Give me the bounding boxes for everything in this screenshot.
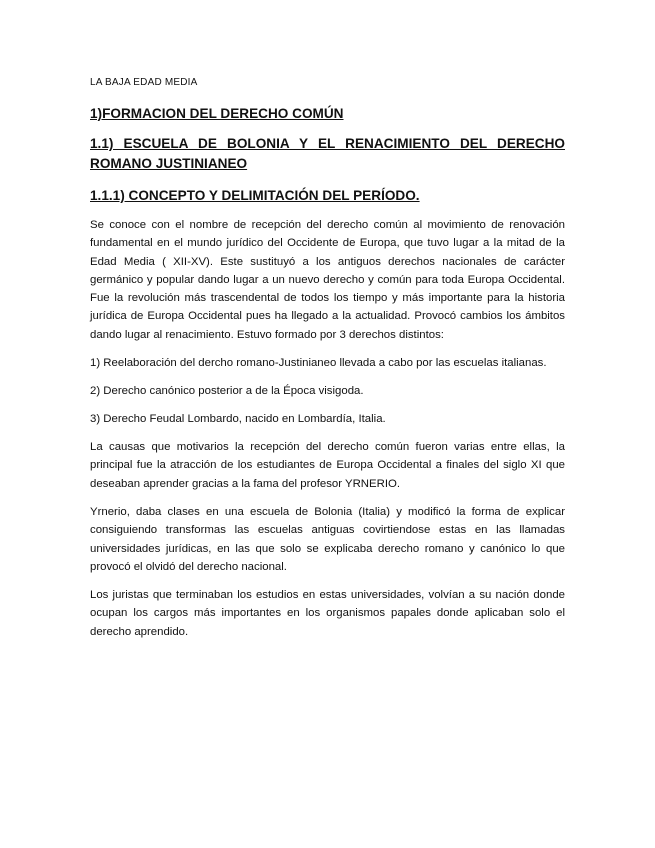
document-header: LA BAJA EDAD MEDIA bbox=[90, 77, 198, 88]
paragraph-yrnerio: Yrnerio, daba clases en una escuela de Bolonia (Italia) y modificó la forma de explicar consiguiendo transformas las escuelas antiguas covirtiendose estas en las llamadas universidades jurídicas, en las que solo se explicaba derecho romano y canónico lo que provocó el olvidó del derecho nacional. bbox=[90, 505, 565, 573]
section-heading-1: 1)FORMACION DEL DERECHO COMÚN bbox=[90, 106, 344, 121]
section-heading-1-1: 1.1) ESCUELA DE BOLONIA Y EL RENACIMIENTO DEL DERECHO ROMANO JUSTINIANEO bbox=[90, 136, 565, 171]
list-item-3: 3) Derecho Feudal Lombardo, nacido en Lombardía, Italia. bbox=[90, 413, 386, 426]
paragraph-jurists: Los juristas que terminaban los estudios en estas universidades, volvían a su nación donde ocupan los cargos más importantes en los organismos papales donde aplicaban solo el derecho aprendido. bbox=[90, 589, 565, 638]
list-item-1: 1) Reelaboración del dercho romano-Justinianeo llevada a cabo por las escuelas italianas. bbox=[90, 357, 547, 370]
paragraph-intro: Se conoce con el nombre de recepción del derecho común al movimiento de renovación fundamental en el mundo jurídico del Occidente de Europa, que tuvo lugar a la mitad de la Edad Media ( XII-XV). Este sustituyó a los antiguos derechos nacionales de carácter germánico y popular dando lugar a un nuevo derecho y común para toda Europa Occidental. Fue la revolución más trascendental de todos los tiempo y más importante para la historia jurídica de Europa Occidental pues ha llegado a la actualidad. Provocó cambios los ámbitos dando lugar al renacimiento. Estuvo formado por 3 derechos distintos: bbox=[90, 219, 565, 341]
paragraph-causes: La causas que motivarios la recepción del derecho común fueron varias entre ellas, la principal fue la atracción de los estudiantes de Europa Occidental a finales del siglo XI que deseaban aprender gracias a la fama del profesor YRNERIO. bbox=[90, 441, 565, 490]
document-body bbox=[90, 76, 565, 651]
list-item-2: 2) Derecho canónico posterior a de la Época visigoda. bbox=[90, 385, 364, 398]
section-heading-1-1-1: 1.1.1) CONCEPTO Y DELIMITACIÓN DEL PERÍODO. bbox=[90, 188, 420, 203]
